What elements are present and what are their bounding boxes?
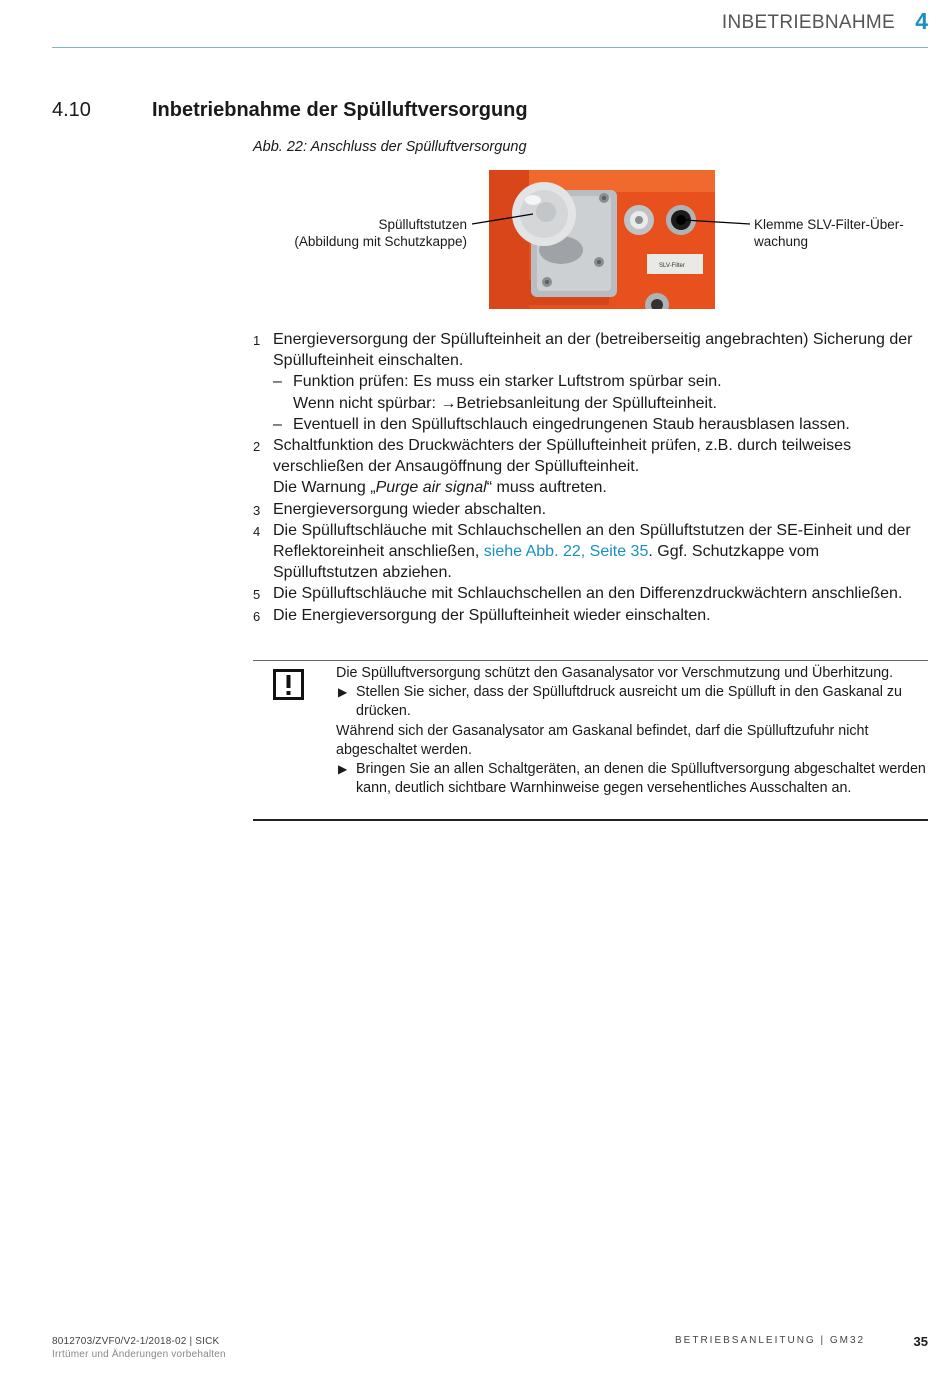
step-text: Die Spülluftschläuche mit Schlauchschellen an den Differenzdruckwächtern anschließen.	[273, 585, 903, 603]
note-divider-top	[253, 660, 928, 661]
chapter-title: INBETRIEBNAHME	[721, 12, 895, 33]
footer-doc-info	[52, 1335, 226, 1361]
triangle-bullet-icon: ▶	[338, 685, 348, 700]
dash-marker: –	[273, 373, 282, 391]
procedure-steps	[253, 329, 925, 626]
step-warning-text	[273, 477, 925, 498]
leader-line-right	[684, 220, 750, 224]
figure-reference-link[interactable]: siehe Abb. 22, Seite 35	[483, 543, 649, 561]
substep-text-ref: Betriebsanleitung der Spüllufteinheit.	[456, 394, 717, 412]
note-body	[336, 664, 928, 798]
callout-filter-terminal	[754, 216, 914, 250]
substep	[273, 414, 925, 435]
step-2	[253, 435, 925, 499]
note-divider-bottom	[253, 819, 928, 821]
leader-line-left	[472, 214, 533, 224]
note-bullet-text: Stellen Sie sicher, dass der Spülluftdruck ausreicht um die Spülluft in den Gaskanal zu drücken.	[356, 684, 902, 720]
triangle-bullet-icon: ▶	[338, 762, 348, 777]
callout-purge-air-nozzle	[294, 216, 467, 250]
warning-pre: Die Warnung „	[273, 479, 376, 497]
step-text	[273, 520, 925, 584]
figure-caption: Abb. 22: Anschluss der Spülluftversorgung	[253, 139, 527, 155]
footer-doc-id: 8012703/ZVF0/V2-1/2018-02 | SICK	[52, 1336, 220, 1347]
substep-text-cont	[293, 393, 925, 414]
substep-text-pre: Wenn nicht spürbar:	[293, 394, 441, 412]
warning-post: “ muss auftreten.	[486, 479, 607, 497]
dash-marker: –	[273, 415, 282, 433]
step-text: Die Energieversorgung der Spüllufteinheit wieder einschalten.	[273, 606, 711, 624]
callout-left-line1: Spülluftstutzen	[378, 217, 467, 232]
substep-text: Eventuell in den Spülluftschlauch eingedrungenen Staub herausblasen lassen.	[293, 415, 850, 433]
warning-signal-name: Purge air signal	[375, 479, 487, 497]
step-6	[253, 605, 925, 626]
section-number: 4.10	[52, 99, 91, 121]
substep	[273, 371, 925, 413]
arrow-icon: →	[440, 394, 457, 412]
callout-leaders	[0, 0, 950, 330]
step-text: Energieversorgung wieder abschalten.	[273, 500, 547, 518]
step-1	[253, 329, 925, 435]
callout-left-line2: (Abbildung mit Schutzkappe)	[294, 234, 467, 249]
note-bullet	[336, 683, 928, 721]
callout-right-line2: wachung	[754, 234, 809, 249]
step-number: 6	[253, 608, 261, 624]
step-number: 3	[253, 502, 261, 518]
note-bullet	[336, 760, 928, 798]
footer-disclaimer: Irrtümer und Änderungen vorbehalten	[52, 1349, 226, 1360]
footer-manual-title: BETRIEBSANLEITUNG | GM32	[675, 1335, 866, 1346]
note-text: Während sich der Gasanalysator am Gaskanal befindet, darf die Spülluftzufuhr nicht abgeschaltet werden.	[336, 722, 869, 758]
photo-plate-text: SLV-Filter	[659, 263, 685, 269]
step-number: 2	[253, 439, 261, 455]
step-number: 1	[253, 333, 261, 348]
step-text-post: . Ggf. Schutzkappe vom Spülluftstutzen abziehen.	[273, 543, 820, 582]
step-text-pre: Die Spülluftschläuche mit Schlauchschellen an den Spülluftstutzen der SE-Einheit und der Reflektoreinheit anschließen,	[273, 521, 911, 561]
section-title: Inbetriebnahme der Spülluftversorgung	[152, 99, 528, 121]
note-bullet-text: Bringen Sie an allen Schaltgeräten, an denen die Spülluftversorgung abgeschaltet werden kann, deutlich sichtbare Warnhinweise gegen versehentliches Ausschalten an.	[356, 761, 926, 797]
step-5	[253, 583, 925, 604]
substep-text: Funktion prüfen: Es muss ein starker Luftstrom spürbar sein.	[293, 373, 722, 391]
step-3	[253, 499, 925, 520]
step-4	[253, 520, 925, 584]
exclamation-box-icon	[273, 669, 304, 700]
step-text: Energieversorgung der Spüllufteinheit an der (betreiberseitig angebrachten) Sicherung der Spüllufteinheit einschalten.	[273, 331, 913, 370]
step-number: 4	[253, 523, 261, 539]
chapter-number: 4	[915, 8, 928, 34]
callout-right-line1: Klemme SLV-Filter-Über-	[754, 217, 904, 232]
step-text: Schaltfunktion des Druckwächters der Spüllufteinheit prüfen, z.B. durch teilweises verschließen der Ansaugöffnung der Spüllufteinheit.	[273, 437, 852, 476]
page-number: 35	[913, 1334, 928, 1349]
step-number: 5	[253, 587, 261, 603]
note-text: Die Spülluftversorgung schützt den Gasanalysator vor Verschmutzung und Überhitzung.	[336, 665, 894, 681]
